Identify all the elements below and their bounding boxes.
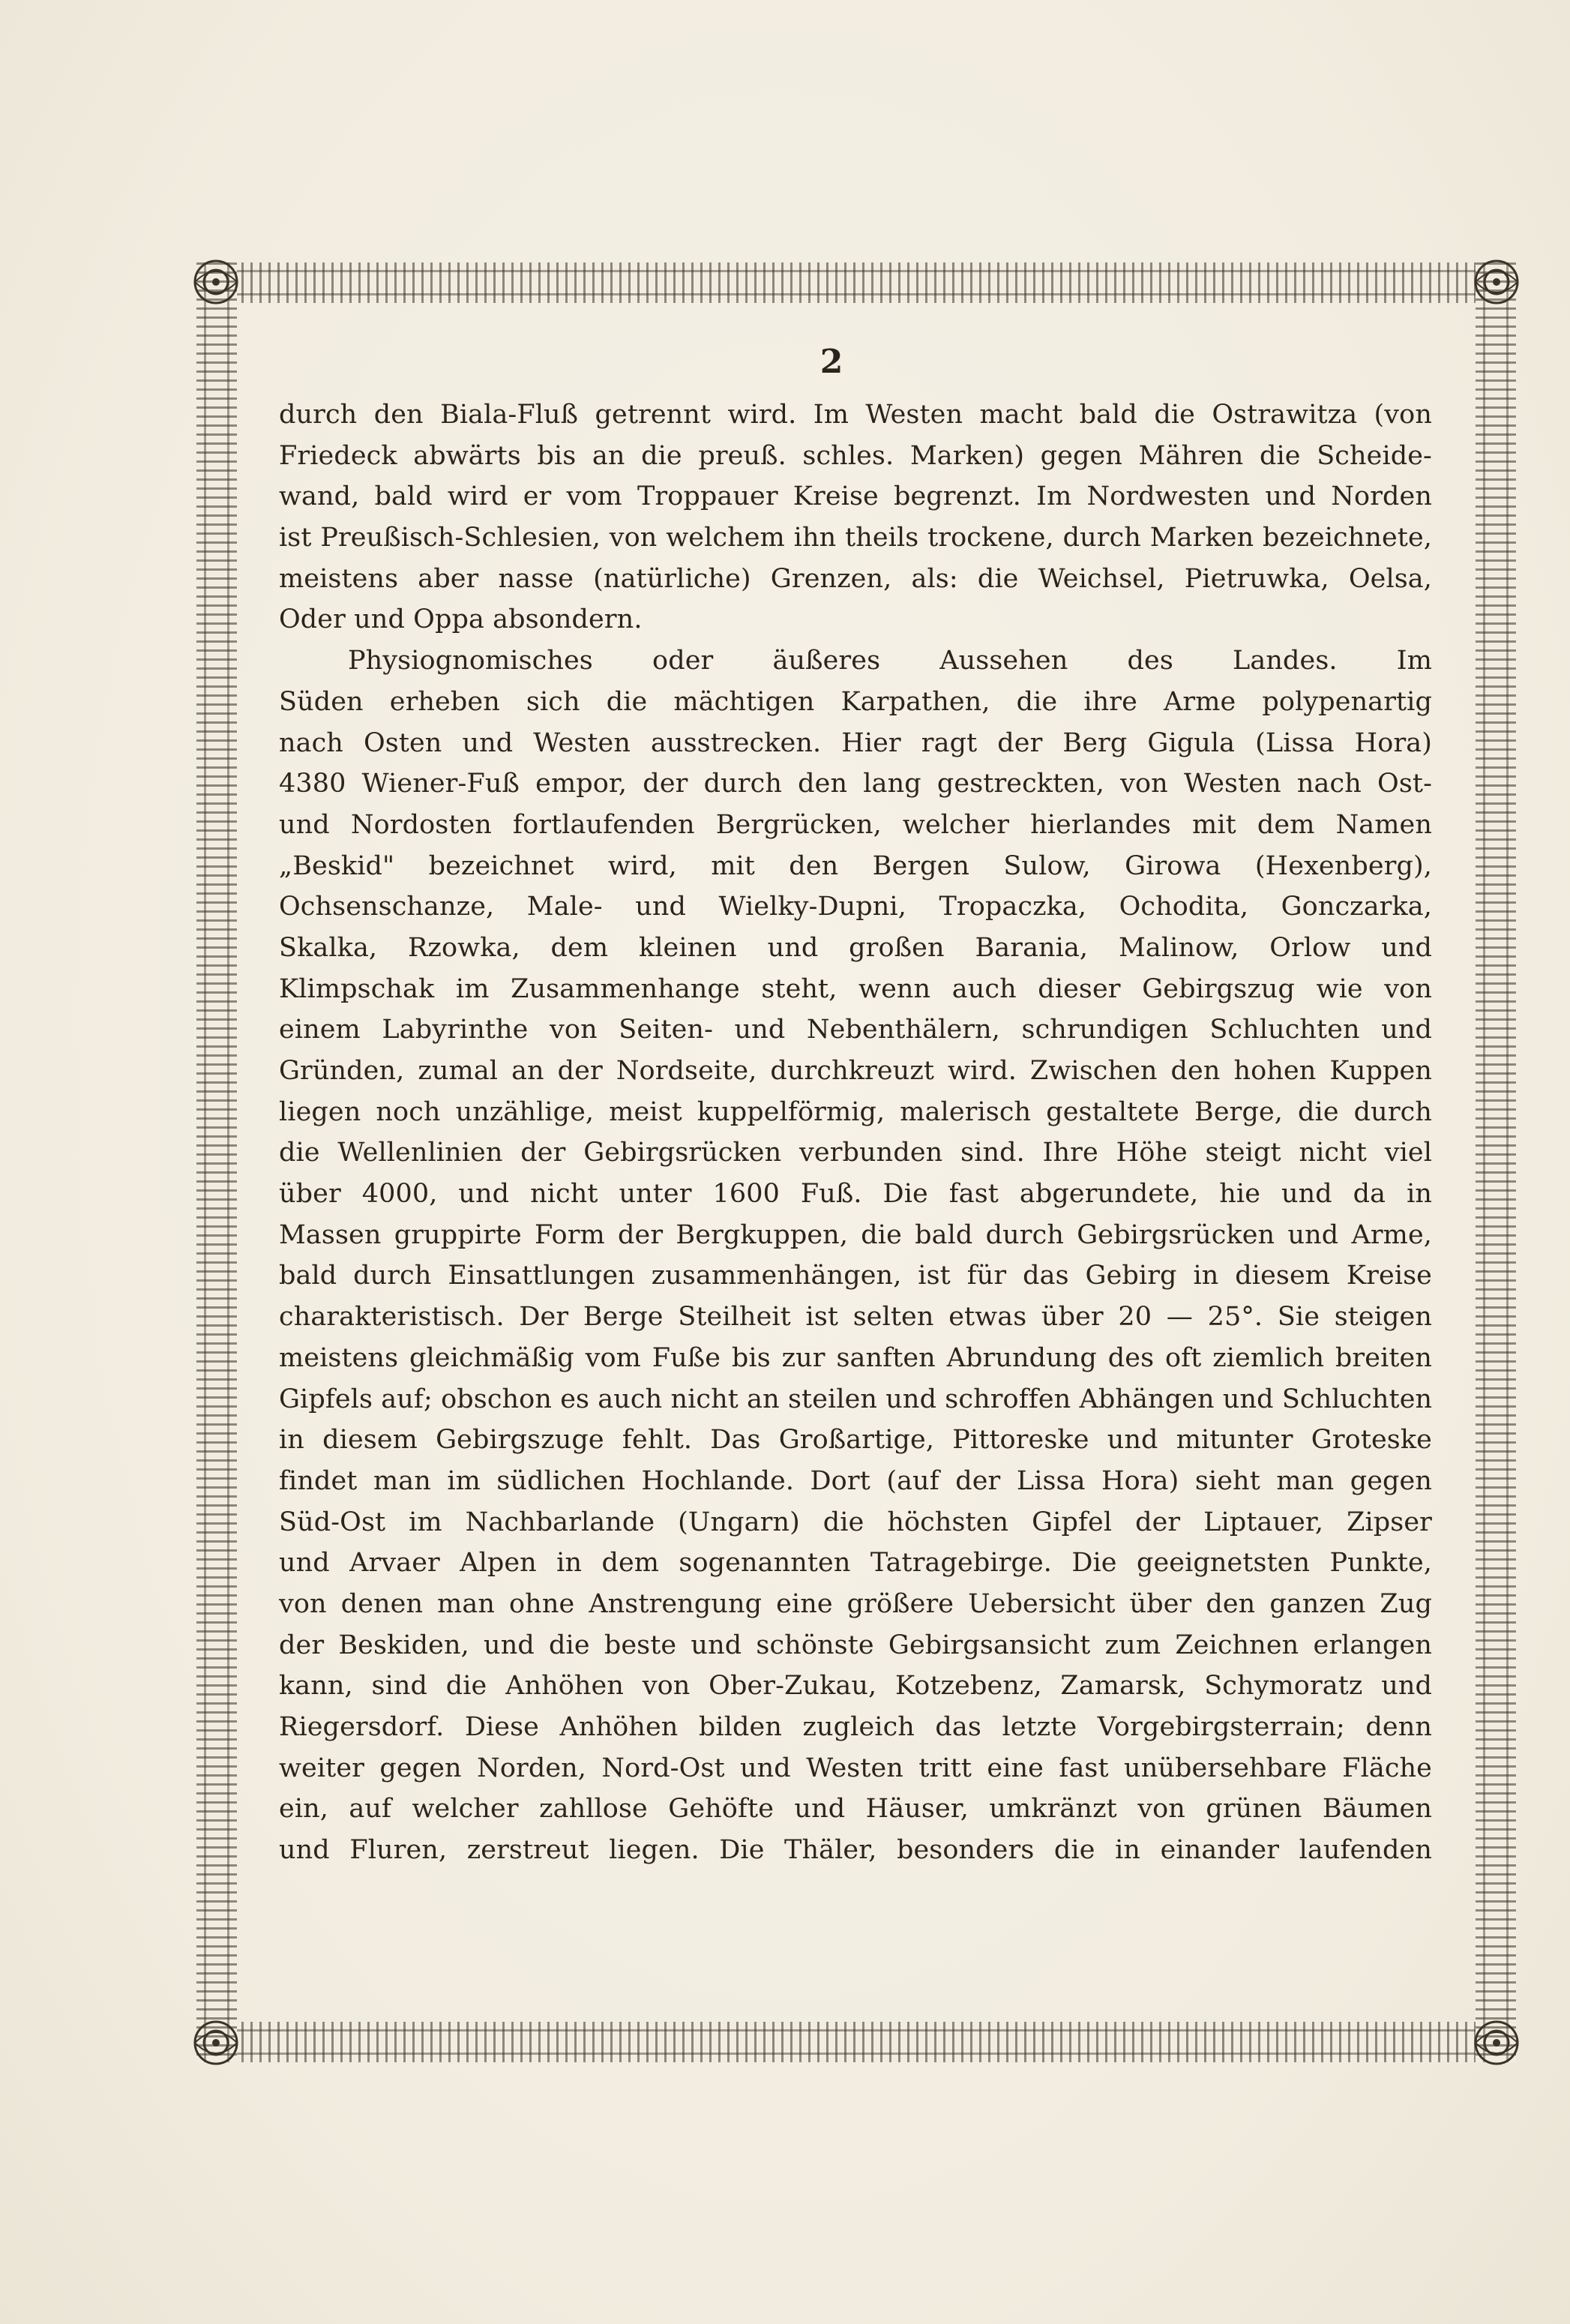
text-line: ist Preußisch-Schlesien, von welchem ihn theils trockene, durch Marken bezeichnete, [279,523,1432,553]
text-line: 4380 Wiener-Fuß empor, der durch den lang gestreckten, von Westen nach Ost- [279,769,1432,799]
text-line: Süd-Ost im Nachbarlande (Ungarn) die höchsten Gipfel der Liptauer, Zipser [279,1507,1432,1537]
body-text [279,394,1432,1871]
text-line: liegen noch unzählige, meist kuppelförmig, malerisch gestaltete Berge, die durch [279,1096,1432,1127]
text-line: Skalka, Rzowka, dem kleinen und großen Barania, Malinow, Orlow und [279,932,1432,963]
text-line: meistens gleichmäßig vom Fuße bis zur sanften Abrundung des oft ziemlich breiten [279,1342,1432,1373]
text-line: in diesem Gebirgszuge fehlt. Das Großartige, Pittoreske und mitunter Groteske [279,1425,1432,1456]
text-line: charakteristisch. Der Berge Steilheit ist selten etwas über 20 — 25°. Sie steigen [279,1302,1432,1333]
text-line: nach Osten und Westen ausstrecken. Hier ragt der Berg Gigula (Lissa Hora) [279,727,1432,758]
text-line: findet man im südlichen Hochlande. Dort (auf der Lissa Hora) sieht man gegen [279,1465,1432,1496]
text-line: ein, auf welcher zahllose Gehöfte und Häuser, umkränzt von grünen Bäumen [279,1794,1432,1825]
text-line: Riegersdorf. Diese Anhöhen bilden zugleich das letzte Vorgebirgsterrain; denn [279,1712,1432,1742]
border-bottom [196,2022,1516,2062]
border-top [196,262,1516,303]
border-right [1476,262,1516,2062]
text-line: meistens aber nasse (natürliche) Grenzen, als: die Weichsel, Pietruwka, Oelsa, [279,563,1432,594]
text-line: wand, bald wird er vom Troppauer Kreise begrenzt. Im Nordwesten und Norden [279,481,1432,512]
text-line: durch den Biala-Fluß getrennt wird. Im Westen macht bald die Ostrawitza (von [279,400,1432,430]
corner-ornament-icon [186,252,246,312]
text-line: Ochsenschanze, Male- und Wielky-Dupni, Tropaczka, Ochodita, Gonczarka, [279,892,1432,922]
text-line: Friedeck abwärts bis an die preuß. schles. Marken) gegen Mähren die Scheide- [279,440,1432,471]
corner-ornament-icon [1467,252,1527,312]
text-line: über 4000, und nicht unter 1600 Fuß. Die fast abgerundete, hie und da in [279,1179,1432,1210]
text-line: die Wellenlinien der Gebirgsrücken verbunden sind. Ihre Höhe steigt nicht viel [279,1138,1432,1168]
text-line: Oder und Oppa absondern. [279,604,643,635]
text-line: Massen gruppirte Form der Bergkuppen, die bald durch Gebirgsrücken und Arme, [279,1219,1432,1250]
text-line: bald durch Einsattlungen zusammenhängen, ist für das Gebirg in diesem Kreise [279,1261,1432,1291]
corner-ornament-icon [186,2013,246,2073]
text-line: Süden erheben sich die mächtigen Karpathen, die ihre Arme polypenartig [279,686,1432,717]
text-line: Gipfels auf; obschon es auch nicht an steilen und schroffen Abhängen und Schluchten [279,1384,1433,1414]
text-line: von denen man ohne Anstrengung eine größere Uebersicht über den ganzen Zug [279,1588,1432,1619]
text-line: weiter gegen Norden, Nord-Ost und Westen tritt eine fast unübersehbare Fläche [279,1753,1432,1783]
text-line: der Beskiden, und die beste und schönste Gebirgsansicht zum Zeichnen erlangen [279,1630,1432,1660]
section-heading-line: Physiognomisches oder äußeres Aussehen des Landes. Im [348,646,1432,676]
text-line: und Nordosten fortlaufenden Bergrücken, welcher hierlandes mit dem Namen [279,809,1432,840]
text-line: kann, sind die Anhöhen von Ober-Zukau, Kotzebenz, Zamarsk, Schymoratz und [279,1671,1432,1702]
page-number: 2 [819,343,843,381]
corner-ornament-icon [1467,2013,1527,2073]
text-line: einem Labyrinthe von Seiten- und Nebenthälern, schrundigen Schluchten und [279,1015,1432,1045]
text-line: „Beskid" bezeichnet wird, mit den Bergen Sulow, Girowa (Hexenberg), [279,850,1432,881]
text-line: und Fluren, zerstreut liegen. Die Thäler, besonders die in einander laufenden [279,1835,1432,1866]
text-line: Gründen, zumal an der Nordseite, durchkreuzt wird. Zwischen den hohen Kuppen [279,1056,1432,1086]
text-line: Klimpschak im Zusammenhange steht, wenn auch dieser Gebirgszug wie von [279,973,1432,1004]
text-line: und Arvaer Alpen in dem sogenannten Tatragebirge. Die geeignetsten Punkte, [279,1548,1432,1579]
border-left [196,262,237,2062]
